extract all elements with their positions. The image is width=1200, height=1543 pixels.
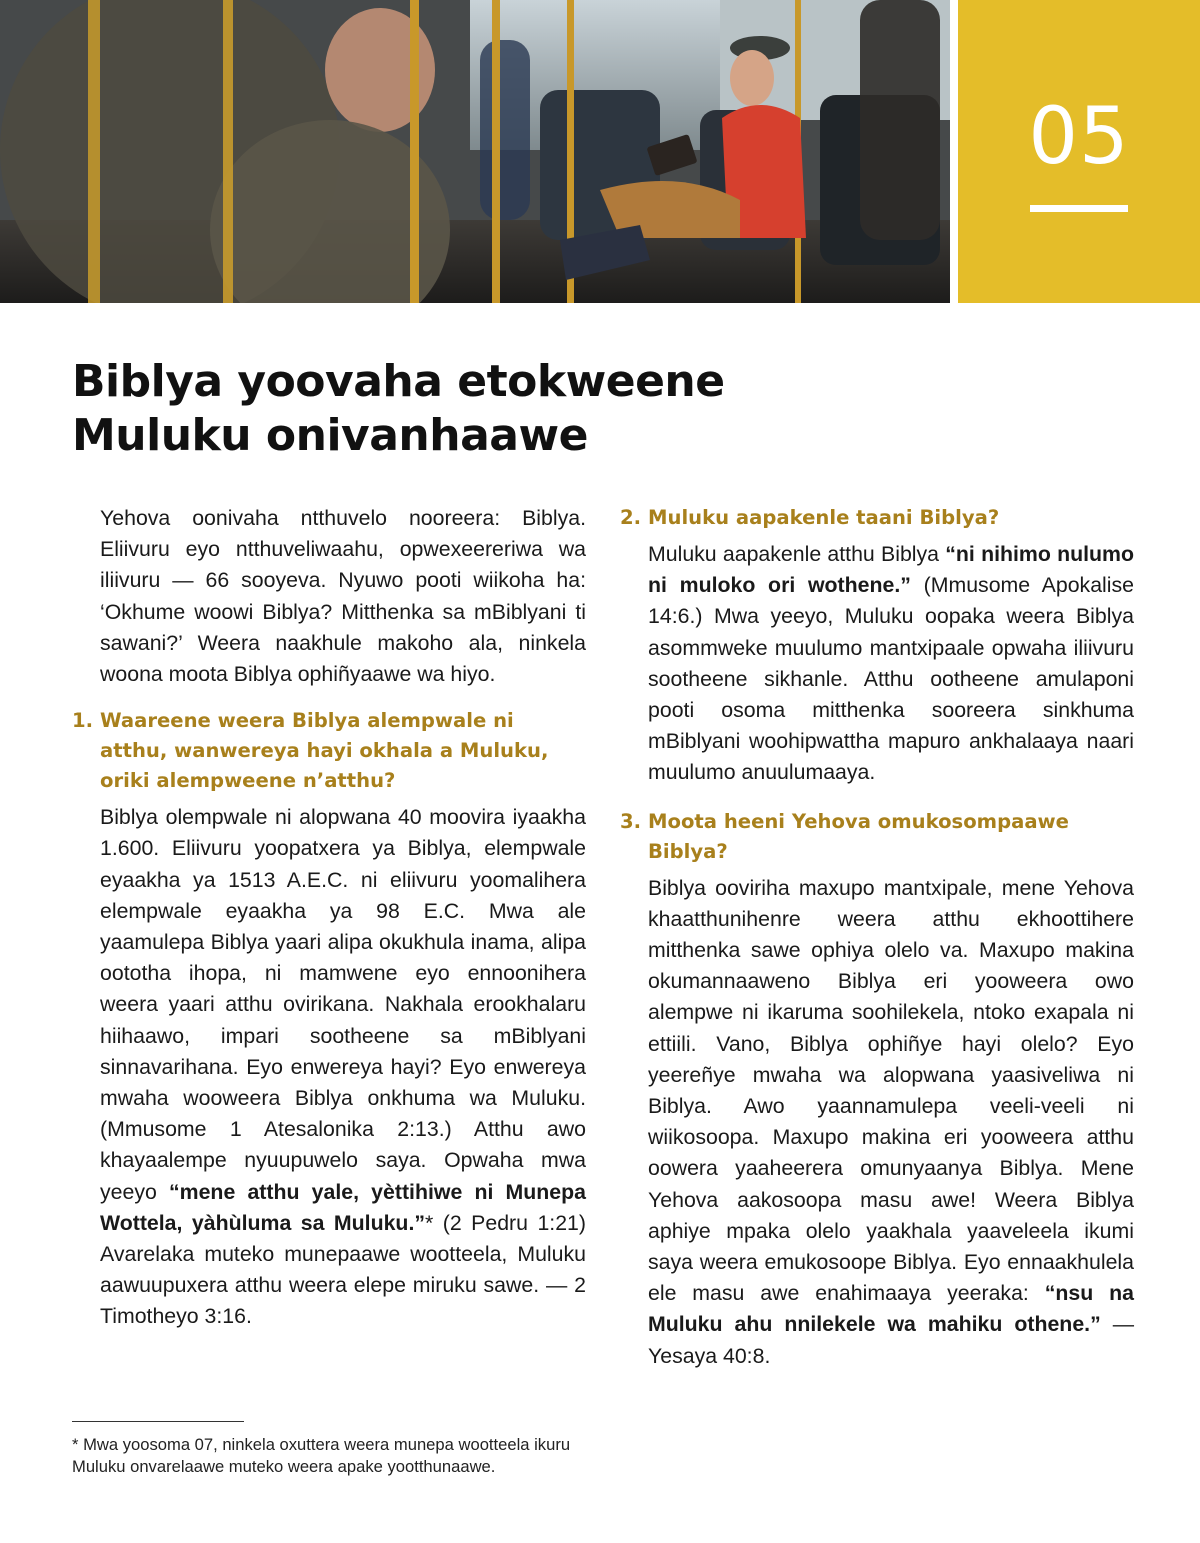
answer-1-text-b: (2 Pedru 1:21) Avarelaka muteko munepaawe wootteela, Muluku aawuupuxera atthu weera elepe miruku sawe. — 2 Timotheyo 3:16. — [100, 1210, 586, 1329]
question-3 — [620, 807, 1134, 867]
answer-2-quote: “ni nihimo nulumo ni muloko ori wothene.” — [648, 542, 1134, 598]
footnote: * Mwa yoosoma 07, ninkela oxuttera weera munepa wootteela ikuru Muluku onvarelaawe muteko weera apake yootthunaawe. — [72, 1435, 571, 1476]
answer-3-text-b: — Yesaya 40:8. — [648, 1312, 1135, 1368]
page-title-line-2: Muluku onivanhaawe — [72, 410, 588, 461]
footnote-divider — [72, 1421, 244, 1422]
answer-3-quote: “nsu na Muluku ahu nnilekele wa mahiku othene.” — [648, 1281, 1135, 1337]
question-2-number: 2. — [620, 506, 642, 529]
answer-2-text-b: (Mmusome Apokalise 14:6.) Mwa yeeyo, Muluku oopaka weera Biblya asommweke muulumo mantxipaale opwaha iliivuru sootheene sikhanle. Atthu ootheene amulaponi pooti osoma mitthenka sooreera sinkhuma mBiblyani woohipwattha mapuro ankhalaaya naari muulumo anuulumaaya. — [648, 573, 1134, 785]
answer-2 — [620, 539, 1134, 789]
answer-1-text-a: Biblya olempwale ni alopwana 40 moovira iyaakha 1.600. Eliivuru yoopatxera ya Biblya, elempwale eyaakha ya 1513 A.E.C. ni eliivuru yoomalihera elempwale eyaakha ya 98 E.C. Mwa ale yaamulepa Biblya yaari alipa okukhula inama, alipa oototha ihopa, ni mamwene eyo ennoonihera weera yaari atthu ovirikana. Nakhala erookhalaru hiihaawo, impari sootheene sa mBiblyani sinnavarihana. Eyo enwereya hayi? Eyo enwereya mwaha wooweera Biblya onkhuma wa Muluku. (Mmusome 1 Atesalonika 2:13.) Atthu awo khayaalempe nyuupuwelo saya. Opwaha mwa yeeyo — [100, 805, 586, 1204]
hero-photo — [0, 0, 950, 303]
question-1-text: Waareene weera Biblya alempwale ni atthu, wanwereya hayi okhala a Muluku, oriki alempweene n’atthu? — [100, 709, 549, 793]
answer-3-text-a: Biblya ooviriha maxupo mantxipale, mene Yehova khaatthunihenre weera atthu ekhoottihere mitthenka sawe ophiya olelo va. Maxupo makina okumannaaweno Biblya eri yooweera owo alempwe ni ikaruma soohilekela, ntoko exapala ni ettiili. Vano, Biblya ophiñye hayi olelo? Eyo yeereñye mwaha wa alopwana yaasiveliwa ni Biblya. Awo yaannamulepa veeli-veeli ni wiikosoopa. Maxupo makina eri yooweera atthu oowera yaaheerera omunyaanya Biblya. Mene Yehova aakosoopa masu awe! Weera Biblya aphiye mpaka olelo yaakhala yaaveleela ikumi saya weera emukosoope Biblya. Eyo ennaakhulela ele masu awe enahimaaya yeeraka: — [648, 875, 1134, 1306]
question-1-number: 1. — [72, 709, 94, 733]
question-3-number: 3. — [620, 809, 642, 833]
question-3-text: Moota heeni Yehova omukosompaawe Biblya? — [648, 809, 1069, 863]
answer-2-text-a: Muluku aapakenle atthu Biblya — [648, 542, 946, 566]
answer-3 — [620, 873, 1134, 1372]
bus-scene-illustration — [0, 0, 950, 303]
left-column — [72, 503, 586, 1351]
answer-1-quote: “mene atthu yale, yèttihiwe ni Munepa Wottela, yàhùluma sa Muluku.” — [100, 1179, 586, 1235]
page-title-line-1: Biblya yoovaha etokweene — [72, 356, 725, 407]
answer-1 — [72, 802, 586, 1332]
question-2-text: Muluku aapakenle taani Biblya? — [648, 506, 1000, 529]
right-column — [620, 503, 1134, 1390]
footnote-marker[interactable]: * — [425, 1210, 434, 1235]
question-2 — [620, 503, 1134, 533]
lesson-number-panel — [958, 0, 1200, 303]
page-title — [72, 355, 972, 463]
intro-paragraph: Yehova oonivaha ntthuvelo nooreera: Biblya. Eliivuru eyo ntthuveliwaahu, opwexeereriwa wa iliivuru — 66 sooyeva. Nyuwo pooti wiikoha ha: ‘Okhume woowi Biblya? Mitthenka sa mBiblyani ti sawani?’ Weera naakhule makoho ala, ninkela woona moota Biblya ophiñyaawe wa hiyo. — [100, 506, 586, 687]
question-1 — [72, 706, 586, 796]
lesson-number: 05 — [1028, 92, 1130, 182]
lesson-number-underline — [1030, 205, 1128, 212]
